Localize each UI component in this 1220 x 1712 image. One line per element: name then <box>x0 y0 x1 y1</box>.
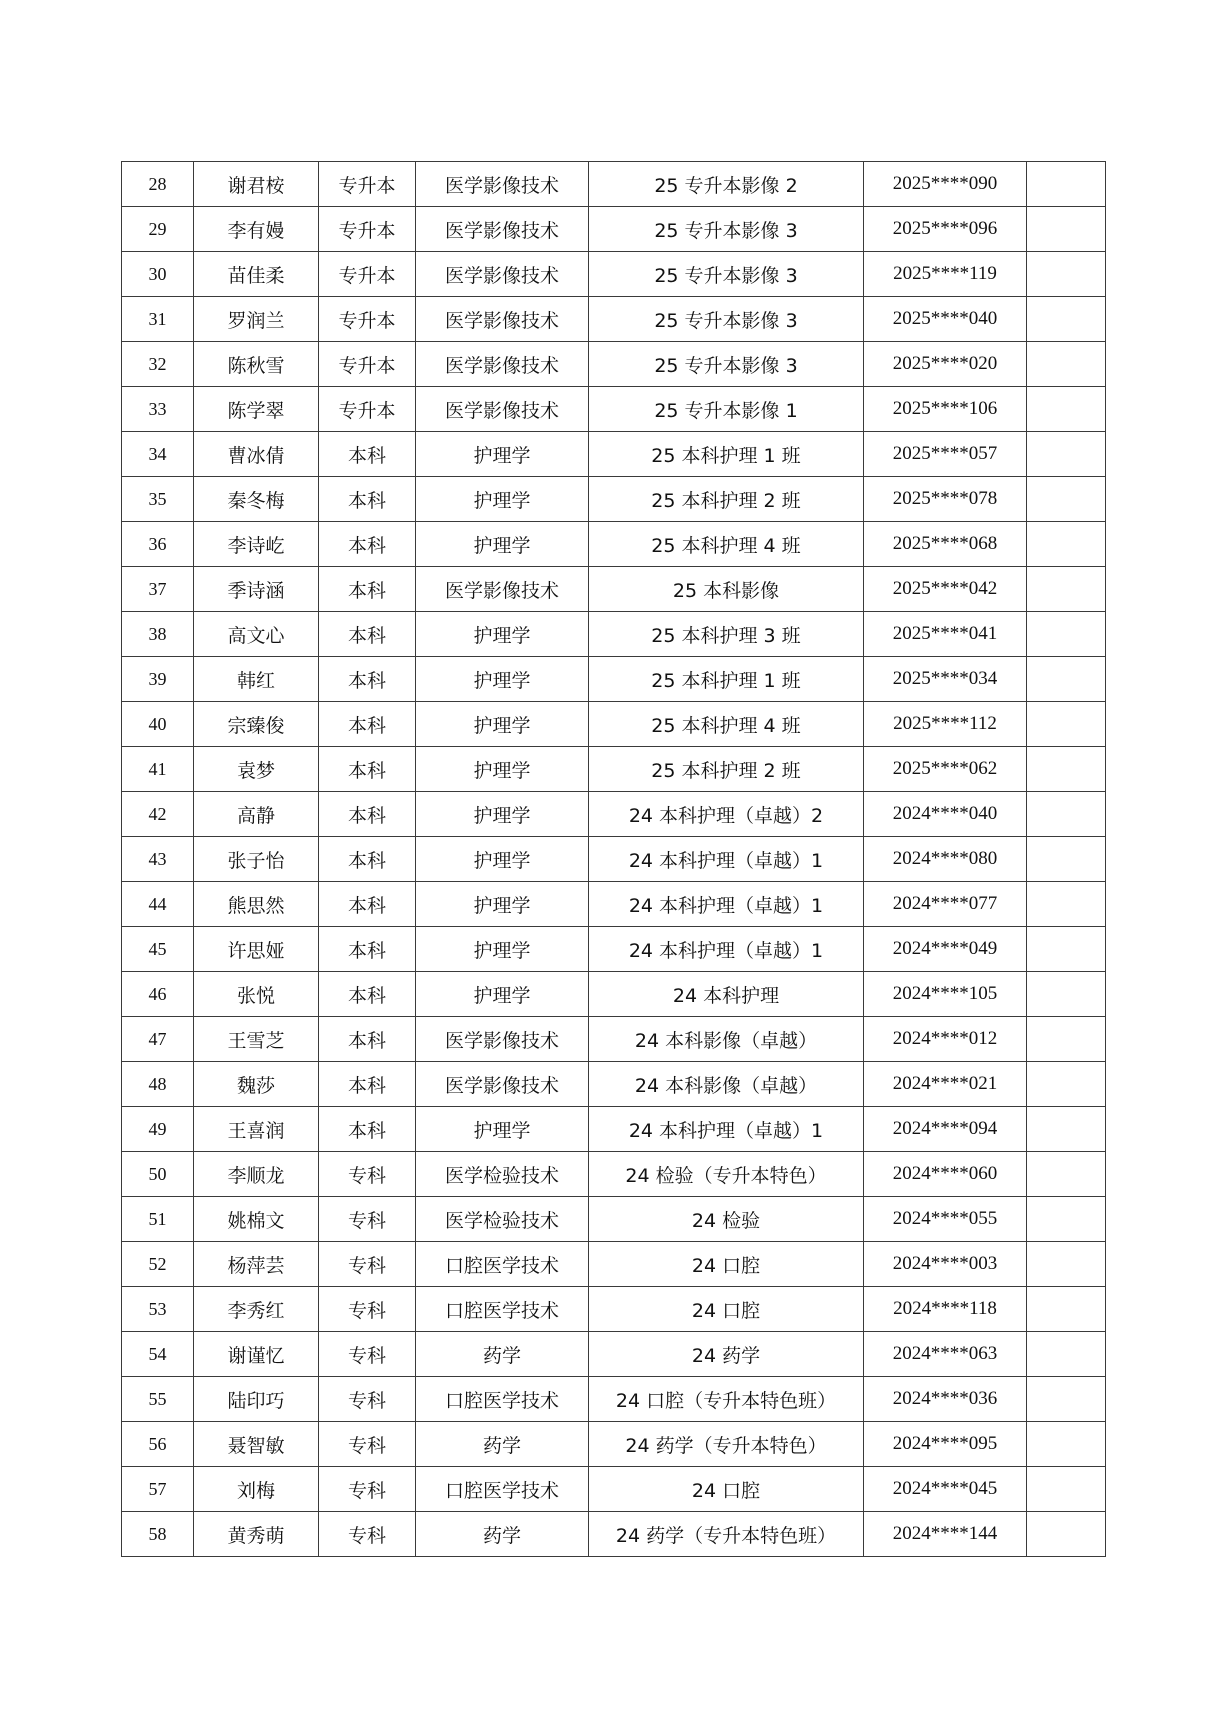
education-level-cell: 专升本 <box>319 342 416 387</box>
major-cell: 医学影像技术 <box>416 252 589 297</box>
major-cell: 药学 <box>416 1332 589 1377</box>
row-number-cell: 29 <box>122 207 194 252</box>
remark-cell <box>1027 1107 1106 1152</box>
row-number-cell: 56 <box>122 1422 194 1467</box>
table-row <box>122 297 1106 342</box>
major-cell: 医学影像技术 <box>416 387 589 432</box>
table-row <box>122 792 1106 837</box>
remark-cell <box>1027 972 1106 1017</box>
student-id-cell: 2024****045 <box>864 1467 1027 1512</box>
student-id-cell: 2024****003 <box>864 1242 1027 1287</box>
remark-cell <box>1027 1152 1106 1197</box>
table-row <box>122 1017 1106 1062</box>
student-id-cell: 2025****106 <box>864 387 1027 432</box>
student-name-cell: 熊思然 <box>194 882 319 927</box>
class-name-cell: 25 本科护理 2 班 <box>589 747 864 792</box>
student-id-cell: 2024****118 <box>864 1287 1027 1332</box>
education-level-cell: 本科 <box>319 1062 416 1107</box>
class-name-cell: 25 专升本影像 3 <box>589 252 864 297</box>
student-id-cell: 2024****036 <box>864 1377 1027 1422</box>
remark-cell <box>1027 297 1106 342</box>
major-cell: 医学检验技术 <box>416 1197 589 1242</box>
row-number-cell: 40 <box>122 702 194 747</box>
student-id-cell: 2024****144 <box>864 1512 1027 1557</box>
student-id-cell: 2024****060 <box>864 1152 1027 1197</box>
education-level-cell: 本科 <box>319 882 416 927</box>
table-row <box>122 927 1106 972</box>
row-number-cell: 52 <box>122 1242 194 1287</box>
table-row <box>122 612 1106 657</box>
remark-cell <box>1027 432 1106 477</box>
student-id-cell: 2024****094 <box>864 1107 1027 1152</box>
major-cell: 口腔医学技术 <box>416 1242 589 1287</box>
education-level-cell: 专升本 <box>319 252 416 297</box>
table-row <box>122 1242 1106 1287</box>
student-id-cell: 2024****049 <box>864 927 1027 972</box>
class-name-cell: 24 本科护理 <box>589 972 864 1017</box>
education-level-cell: 专科 <box>319 1152 416 1197</box>
major-cell: 护理学 <box>416 477 589 522</box>
row-number-cell: 50 <box>122 1152 194 1197</box>
student-name-cell: 张子怡 <box>194 837 319 882</box>
education-level-cell: 本科 <box>319 702 416 747</box>
class-name-cell: 24 检验（专升本特色） <box>589 1152 864 1197</box>
major-cell: 护理学 <box>416 927 589 972</box>
student-id-cell: 2024****095 <box>864 1422 1027 1467</box>
education-level-cell: 专科 <box>319 1332 416 1377</box>
education-level-cell: 本科 <box>319 432 416 477</box>
row-number-cell: 46 <box>122 972 194 1017</box>
remark-cell <box>1027 1422 1106 1467</box>
remark-cell <box>1027 1287 1106 1332</box>
student-name-cell: 王喜润 <box>194 1107 319 1152</box>
education-level-cell: 专升本 <box>319 297 416 342</box>
table-row <box>122 342 1106 387</box>
major-cell: 医学影像技术 <box>416 207 589 252</box>
table-row <box>122 972 1106 1017</box>
education-level-cell: 本科 <box>319 567 416 612</box>
student-name-cell: 陆印巧 <box>194 1377 319 1422</box>
class-name-cell: 24 本科护理（卓越）1 <box>589 927 864 972</box>
major-cell: 护理学 <box>416 432 589 477</box>
table-body <box>122 162 1106 1557</box>
student-id-cell: 2025****020 <box>864 342 1027 387</box>
student-name-cell: 秦冬梅 <box>194 477 319 522</box>
class-name-cell: 25 本科护理 4 班 <box>589 702 864 747</box>
major-cell: 护理学 <box>416 702 589 747</box>
major-cell: 医学影像技术 <box>416 1062 589 1107</box>
class-name-cell: 25 本科护理 2 班 <box>589 477 864 522</box>
remark-cell <box>1027 522 1106 567</box>
table-row <box>122 432 1106 477</box>
student-name-cell: 高静 <box>194 792 319 837</box>
remark-cell <box>1027 1332 1106 1377</box>
student-id-cell: 2025****057 <box>864 432 1027 477</box>
class-name-cell: 25 专升本影像 1 <box>589 387 864 432</box>
table-row <box>122 837 1106 882</box>
major-cell: 医学影像技术 <box>416 297 589 342</box>
student-name-cell: 季诗涵 <box>194 567 319 612</box>
major-cell: 药学 <box>416 1512 589 1557</box>
student-id-cell: 2025****112 <box>864 702 1027 747</box>
student-roster-table <box>121 161 1106 1557</box>
student-name-cell: 高文心 <box>194 612 319 657</box>
class-name-cell: 24 口腔 <box>589 1287 864 1332</box>
row-number-cell: 43 <box>122 837 194 882</box>
class-name-cell: 24 口腔 <box>589 1467 864 1512</box>
table-row <box>122 747 1106 792</box>
student-name-cell: 李秀红 <box>194 1287 319 1332</box>
table-row <box>122 882 1106 927</box>
student-name-cell: 李有嫚 <box>194 207 319 252</box>
education-level-cell: 专科 <box>319 1242 416 1287</box>
class-name-cell: 24 检验 <box>589 1197 864 1242</box>
major-cell: 口腔医学技术 <box>416 1287 589 1332</box>
education-level-cell: 本科 <box>319 747 416 792</box>
student-id-cell: 2024****012 <box>864 1017 1027 1062</box>
student-id-cell: 2025****034 <box>864 657 1027 702</box>
table-row <box>122 252 1106 297</box>
remark-cell <box>1027 702 1106 747</box>
class-name-cell: 24 本科影像（卓越） <box>589 1062 864 1107</box>
student-id-cell: 2024****077 <box>864 882 1027 927</box>
education-level-cell: 专科 <box>319 1287 416 1332</box>
table-row <box>122 657 1106 702</box>
education-level-cell: 专科 <box>319 1422 416 1467</box>
remark-cell <box>1027 612 1106 657</box>
class-name-cell: 25 本科影像 <box>589 567 864 612</box>
education-level-cell: 专科 <box>319 1197 416 1242</box>
remark-cell <box>1027 252 1106 297</box>
education-level-cell: 专科 <box>319 1377 416 1422</box>
table-row <box>122 567 1106 612</box>
student-name-cell: 王雪芝 <box>194 1017 319 1062</box>
major-cell: 护理学 <box>416 522 589 567</box>
table-row <box>122 1287 1106 1332</box>
remark-cell <box>1027 882 1106 927</box>
row-number-cell: 53 <box>122 1287 194 1332</box>
table-row <box>122 1107 1106 1152</box>
table-row <box>122 1377 1106 1422</box>
remark-cell <box>1027 1242 1106 1287</box>
remark-cell <box>1027 1017 1106 1062</box>
table-row <box>122 1152 1106 1197</box>
major-cell: 护理学 <box>416 972 589 1017</box>
table-row <box>122 387 1106 432</box>
table-row <box>122 477 1106 522</box>
student-id-cell: 2025****119 <box>864 252 1027 297</box>
class-name-cell: 25 本科护理 1 班 <box>589 432 864 477</box>
row-number-cell: 49 <box>122 1107 194 1152</box>
row-number-cell: 33 <box>122 387 194 432</box>
student-name-cell: 宗臻俊 <box>194 702 319 747</box>
remark-cell <box>1027 162 1106 207</box>
major-cell: 医学影像技术 <box>416 342 589 387</box>
education-level-cell: 本科 <box>319 522 416 567</box>
student-id-cell: 2024****055 <box>864 1197 1027 1242</box>
row-number-cell: 51 <box>122 1197 194 1242</box>
education-level-cell: 本科 <box>319 1107 416 1152</box>
remark-cell <box>1027 1512 1106 1557</box>
row-number-cell: 31 <box>122 297 194 342</box>
table-row <box>122 207 1106 252</box>
student-id-cell: 2025****068 <box>864 522 1027 567</box>
remark-cell <box>1027 567 1106 612</box>
student-name-cell: 魏莎 <box>194 1062 319 1107</box>
major-cell: 护理学 <box>416 792 589 837</box>
major-cell: 医学影像技术 <box>416 162 589 207</box>
major-cell: 医学影像技术 <box>416 1017 589 1062</box>
remark-cell <box>1027 747 1106 792</box>
major-cell: 护理学 <box>416 657 589 702</box>
student-id-cell: 2025****090 <box>864 162 1027 207</box>
education-level-cell: 本科 <box>319 657 416 702</box>
student-id-cell: 2025****062 <box>864 747 1027 792</box>
row-number-cell: 37 <box>122 567 194 612</box>
row-number-cell: 57 <box>122 1467 194 1512</box>
student-name-cell: 张悦 <box>194 972 319 1017</box>
remark-cell <box>1027 477 1106 522</box>
row-number-cell: 42 <box>122 792 194 837</box>
table-row <box>122 1512 1106 1557</box>
student-name-cell: 韩红 <box>194 657 319 702</box>
class-name-cell: 24 药学（专升本特色） <box>589 1422 864 1467</box>
row-number-cell: 32 <box>122 342 194 387</box>
class-name-cell: 24 本科护理（卓越）1 <box>589 882 864 927</box>
row-number-cell: 58 <box>122 1512 194 1557</box>
row-number-cell: 45 <box>122 927 194 972</box>
class-name-cell: 24 本科护理（卓越）1 <box>589 837 864 882</box>
major-cell: 药学 <box>416 1422 589 1467</box>
student-name-cell: 陈秋雪 <box>194 342 319 387</box>
education-level-cell: 专升本 <box>319 387 416 432</box>
student-name-cell: 罗润兰 <box>194 297 319 342</box>
remark-cell <box>1027 207 1106 252</box>
table-row <box>122 702 1106 747</box>
education-level-cell: 本科 <box>319 927 416 972</box>
class-name-cell: 25 专升本影像 3 <box>589 207 864 252</box>
class-name-cell: 25 本科护理 4 班 <box>589 522 864 567</box>
row-number-cell: 54 <box>122 1332 194 1377</box>
student-id-cell: 2024****063 <box>864 1332 1027 1377</box>
student-id-cell: 2024****021 <box>864 1062 1027 1107</box>
student-name-cell: 苗佳柔 <box>194 252 319 297</box>
student-id-cell: 2025****041 <box>864 612 1027 657</box>
student-name-cell: 袁梦 <box>194 747 319 792</box>
student-id-cell: 2025****096 <box>864 207 1027 252</box>
student-name-cell: 陈学翠 <box>194 387 319 432</box>
education-level-cell: 本科 <box>319 837 416 882</box>
major-cell: 护理学 <box>416 612 589 657</box>
row-number-cell: 47 <box>122 1017 194 1062</box>
row-number-cell: 36 <box>122 522 194 567</box>
education-level-cell: 专升本 <box>319 162 416 207</box>
education-level-cell: 本科 <box>319 477 416 522</box>
remark-cell <box>1027 927 1106 972</box>
class-name-cell: 24 药学（专升本特色班） <box>589 1512 864 1557</box>
table-row <box>122 1467 1106 1512</box>
row-number-cell: 34 <box>122 432 194 477</box>
major-cell: 医学检验技术 <box>416 1152 589 1197</box>
education-level-cell: 本科 <box>319 1017 416 1062</box>
remark-cell <box>1027 1467 1106 1512</box>
student-name-cell: 姚棉文 <box>194 1197 319 1242</box>
education-level-cell: 本科 <box>319 972 416 1017</box>
row-number-cell: 28 <box>122 162 194 207</box>
remark-cell <box>1027 1062 1106 1107</box>
student-id-cell: 2024****105 <box>864 972 1027 1017</box>
major-cell: 口腔医学技术 <box>416 1467 589 1512</box>
education-level-cell: 专科 <box>319 1512 416 1557</box>
table-row <box>122 1422 1106 1467</box>
major-cell: 护理学 <box>416 1107 589 1152</box>
class-name-cell: 25 本科护理 3 班 <box>589 612 864 657</box>
major-cell: 护理学 <box>416 747 589 792</box>
class-name-cell: 24 本科护理（卓越）1 <box>589 1107 864 1152</box>
remark-cell <box>1027 1377 1106 1422</box>
row-number-cell: 38 <box>122 612 194 657</box>
student-id-cell: 2024****040 <box>864 792 1027 837</box>
student-name-cell: 许思娅 <box>194 927 319 972</box>
row-number-cell: 39 <box>122 657 194 702</box>
class-name-cell: 24 药学 <box>589 1332 864 1377</box>
class-name-cell: 25 专升本影像 3 <box>589 342 864 387</box>
class-name-cell: 25 本科护理 1 班 <box>589 657 864 702</box>
student-name-cell: 聂智敏 <box>194 1422 319 1467</box>
remark-cell <box>1027 792 1106 837</box>
student-name-cell: 杨萍芸 <box>194 1242 319 1287</box>
student-name-cell: 李顺龙 <box>194 1152 319 1197</box>
class-name-cell: 24 口腔 <box>589 1242 864 1287</box>
education-level-cell: 专升本 <box>319 207 416 252</box>
major-cell: 护理学 <box>416 837 589 882</box>
remark-cell <box>1027 342 1106 387</box>
student-name-cell: 李诗屹 <box>194 522 319 567</box>
table-row <box>122 162 1106 207</box>
class-name-cell: 24 口腔（专升本特色班） <box>589 1377 864 1422</box>
remark-cell <box>1027 657 1106 702</box>
class-name-cell: 24 本科护理（卓越）2 <box>589 792 864 837</box>
row-number-cell: 48 <box>122 1062 194 1107</box>
row-number-cell: 30 <box>122 252 194 297</box>
table-row <box>122 522 1106 567</box>
student-id-cell: 2025****078 <box>864 477 1027 522</box>
major-cell: 口腔医学技术 <box>416 1377 589 1422</box>
remark-cell <box>1027 387 1106 432</box>
table-row <box>122 1197 1106 1242</box>
row-number-cell: 35 <box>122 477 194 522</box>
student-id-cell: 2025****042 <box>864 567 1027 612</box>
row-number-cell: 55 <box>122 1377 194 1422</box>
table-row <box>122 1332 1106 1377</box>
student-name-cell: 刘梅 <box>194 1467 319 1512</box>
education-level-cell: 专科 <box>319 1467 416 1512</box>
remark-cell <box>1027 837 1106 882</box>
table-row <box>122 1062 1106 1107</box>
row-number-cell: 44 <box>122 882 194 927</box>
student-id-cell: 2024****080 <box>864 837 1027 882</box>
student-name-cell: 谢谨忆 <box>194 1332 319 1377</box>
student-name-cell: 曹冰倩 <box>194 432 319 477</box>
class-name-cell: 25 专升本影像 3 <box>589 297 864 342</box>
class-name-cell: 24 本科影像（卓越） <box>589 1017 864 1062</box>
remark-cell <box>1027 1197 1106 1242</box>
education-level-cell: 本科 <box>319 792 416 837</box>
student-name-cell: 谢君桉 <box>194 162 319 207</box>
student-name-cell: 黄秀萌 <box>194 1512 319 1557</box>
major-cell: 医学影像技术 <box>416 567 589 612</box>
class-name-cell: 25 专升本影像 2 <box>589 162 864 207</box>
student-id-cell: 2025****040 <box>864 297 1027 342</box>
education-level-cell: 本科 <box>319 612 416 657</box>
row-number-cell: 41 <box>122 747 194 792</box>
major-cell: 护理学 <box>416 882 589 927</box>
